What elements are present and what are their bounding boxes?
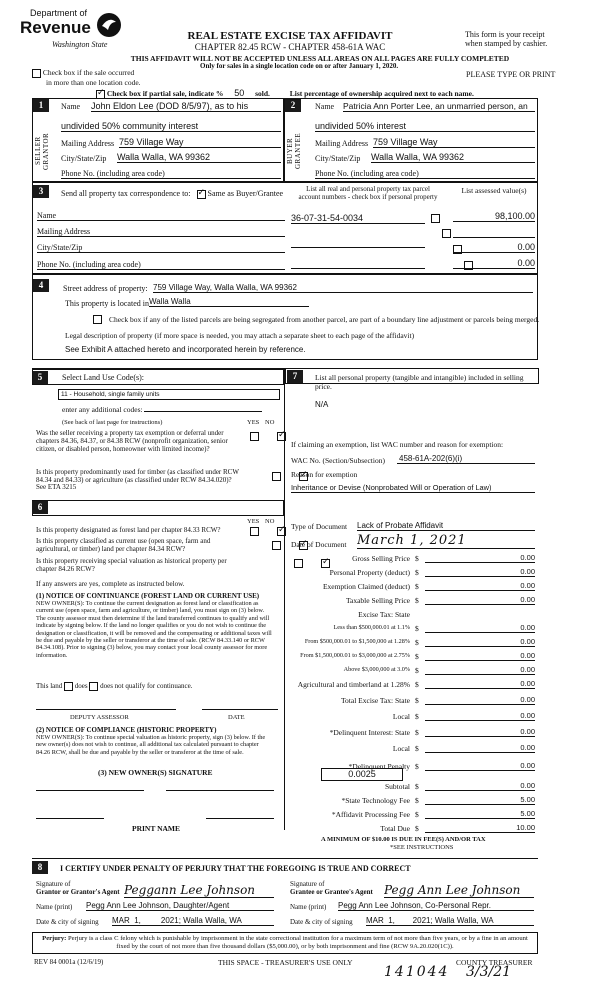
correspondence-phone[interactable]	[37, 260, 285, 270]
section-4-number: 4	[33, 279, 49, 292]
calc-label-9: Agricultural and timberland at 1.28%	[297, 680, 410, 689]
calc-dollar-9: $	[415, 680, 419, 689]
continuance-text: NEW OWNER(S): To continue the current designation as forest land or classification as current use (open space, farm and agriculture, or timber) land, you must sign on (3) below. The county assessor must then determine if the land transferred continues to qualify and will indicate by signing below. If the land no longer qualifies or you do not wish to continue the designation or classification, it will be removed and the compensating or additional taxes will be due and payable by the seller or transferor at the time of sale. (RCW 84.33.140 or RCW 84.34.108). Prior to signing (3) below, you may contact your local county assessor for more information.	[36, 600, 272, 659]
seller-name-label: Name	[61, 102, 81, 111]
receipt-number: 141044	[384, 964, 450, 980]
ownership-pct-note: List percentage of ownership acquired next to each name.	[289, 89, 474, 98]
correspondence-name-label: Name	[37, 211, 57, 220]
calc-dollar-8: $	[415, 666, 419, 675]
new-owner-signature-line-2[interactable]	[166, 790, 274, 791]
form-title: REAL ESTATE EXCISE TAX AFFIDAVIT	[187, 30, 393, 42]
local-rate[interactable]: 0.0025	[321, 768, 403, 781]
calc-dollar-0: $	[415, 554, 419, 563]
perjury-notice	[32, 932, 538, 954]
segregated-label: Check box if any of the listed parcels are being segregated from another parcel, are part of a boundary line adjustment or parcels being merged.	[109, 315, 540, 324]
calc-value-11[interactable]: 0.00	[425, 711, 535, 721]
calc-label-18: Total Due	[380, 824, 410, 833]
street-address-label: Street address of property:	[63, 284, 148, 293]
wac-number[interactable]: 458-61A-202(6)(i)	[397, 454, 535, 464]
partial-sale-percent[interactable]: 50	[225, 88, 253, 99]
calc-dollar-1: $	[415, 568, 419, 577]
calc-dollar-16: $	[415, 796, 419, 805]
seller-name-line1[interactable]: John Eldon Lee (DOD 8/5/97), as to his	[91, 101, 281, 112]
grantor-print-label: Name (print)	[36, 903, 73, 911]
compliance-title: (2) NOTICE OF COMPLIANCE (HISTORIC PROPERTY)	[36, 726, 217, 734]
same-as-buyer-checkbox[interactable]	[197, 190, 206, 199]
exemption-reason[interactable]: Inheritance or Devise (Nonprobated Will or Operation of Law)	[291, 483, 535, 493]
does-qualify-checkbox[interactable]	[64, 682, 73, 691]
buyer-name-line2[interactable]: undivided 50% interest	[315, 121, 535, 132]
calc-label-12: *Delinquent Interest: State	[329, 728, 410, 737]
calc-label-15: Subtotal	[384, 782, 410, 791]
buyer-city-label: City/State/Zip	[315, 154, 361, 163]
logo-dept-name: Revenue	[20, 18, 91, 37]
sold-label: sold.	[255, 89, 270, 98]
logo-swirl-icon	[96, 12, 122, 40]
section-3-number: 3	[33, 185, 49, 198]
personal-property-value[interactable]: N/A	[315, 400, 329, 409]
multi-location-checkbox[interactable]	[32, 69, 41, 78]
partial-sale-label: Check box if partial sale, indicate %	[106, 89, 224, 98]
correspondence-phone-label: Phone No. (including area code)	[37, 260, 141, 269]
value-2[interactable]	[453, 227, 535, 238]
send-correspondence-label: Send all property tax correspondence to:	[61, 189, 191, 198]
value-1[interactable]: 98,100.00	[453, 211, 535, 222]
receipt-note-1: This form is your receipt	[465, 30, 545, 39]
parcel-header-1: List all real and personal property tax parcel	[306, 185, 430, 193]
land-use-section	[32, 368, 284, 498]
grantor-signature[interactable]: Peggann Lee Johnson	[124, 883, 274, 898]
does-label: does	[74, 682, 88, 691]
doc-date[interactable]: March 1, 2021	[357, 533, 535, 549]
current-use-yes-checkbox[interactable]	[272, 541, 281, 550]
parcel-header-2: account numbers - check box if personal property	[298, 193, 438, 201]
section-2-number: 2	[285, 99, 301, 112]
form-number: REV 84 0001a (12/6/19)	[34, 958, 104, 966]
calc-label-8: Above $3,000,000 at 3.0%	[343, 666, 410, 673]
does-not-qualify-label: does not qualify for continuance.	[100, 682, 193, 691]
deputy-date-label: DATE	[228, 714, 245, 721]
grantee-signature[interactable]: Pegg Ann Lee Johnson	[384, 883, 534, 898]
correspondence-address-label: Mailing Address	[37, 227, 91, 236]
grantor-date-city[interactable]: MAR 1, 2021; Walla Walla, WA	[112, 916, 274, 926]
calc-label-17: *Affidavit Processing Fee	[331, 810, 410, 819]
calc-dollar-5: $	[415, 624, 419, 633]
grantee-date-label: Date & city of signing	[290, 918, 353, 926]
see-back-note: (See back of last page for instructions)	[62, 419, 163, 426]
calc-dollar-6: $	[415, 638, 419, 647]
tax-calculation-table	[284, 548, 538, 843]
additional-codes-label: enter any additional codes:	[62, 405, 143, 414]
calc-dollar-17: $	[415, 810, 419, 819]
calc-label-3: Taxable Selling Price	[345, 596, 410, 605]
buyer-name-line1[interactable]: Patricia Ann Porter Lee, an unmarried person, an	[343, 101, 535, 112]
legal-description[interactable]: See Exhibit A attached hereto and incorporated herein by reference.	[65, 345, 306, 354]
exemption-yes-checkbox[interactable]	[250, 432, 259, 441]
calc-value-10[interactable]: 0.00	[425, 695, 535, 705]
acceptance-notice: THIS AFFIDAVIT WILL NOT BE ACCEPTED UNLESS ALL AREAS ON ALL PAGES ARE FULLY COMPLETED	[130, 54, 510, 63]
calc-value-9[interactable]: 0.00	[425, 679, 535, 689]
personal-property-section	[284, 368, 538, 548]
current-use-question: Is this property classified as current use (open space, farm and agricultural, or timber) land per chapter 84.34 RCW?	[36, 537, 211, 553]
timber-question: Is this property predominantly used for timber (as classified under RCW 84.34 and 84.33) or agriculture (as classified under RCW 84.34.020)? See ETA 3215	[36, 468, 239, 491]
assessed-value-header: List assessed value(s)	[461, 186, 527, 195]
calc-label-7: From $1,500,000.01 to $3,000,000 at 2.75%	[300, 652, 410, 659]
form-subtitle: CHAPTER 82.45 RCW - CHAPTER 458-61A WAC	[194, 42, 386, 52]
land-use-label: Select Land Use Code(s):	[62, 373, 144, 382]
calc-value-13[interactable]: 0.00	[425, 743, 535, 753]
logo-dept-line1: Department of	[30, 8, 88, 18]
s5-yes-header: YES	[247, 419, 260, 426]
calc-value-8[interactable]: 0.00	[425, 665, 535, 675]
seller-grantor-section	[32, 98, 284, 182]
buyer-address-label: Mailing Address	[315, 139, 369, 148]
section-7-number: 7	[287, 370, 303, 383]
parcel-4[interactable]	[291, 268, 425, 269]
calc-value-2[interactable]: 0.00	[425, 581, 535, 591]
grantee-print-label: Name (print)	[290, 903, 327, 911]
single-location-note: Only for sales in a single location code on or after January 1, 2020.	[200, 62, 399, 70]
grantee-date-city[interactable]: MAR 1, 2021; Walla Walla, WA	[366, 916, 534, 926]
print-name-label: PRINT NAME	[132, 824, 180, 833]
calc-value-7[interactable]: 0.00	[425, 651, 535, 661]
compliance-text: NEW OWNER(S): To continue special valuation as historic property, sign (3) below. If the new owner(s) does not wish to continue, all additional tax calculated pursuant to chapter 84.26 RCW, shall be due and payable by the seller or transferor at the time of sale.	[36, 734, 266, 756]
correspondence-address[interactable]	[37, 227, 285, 237]
this-land-label: This land	[36, 682, 63, 691]
correspondence-city[interactable]	[37, 243, 285, 253]
grantee-signature-label-2: Grantee or Grantee's Agent	[290, 887, 373, 896]
seller-address[interactable]: 759 Village Way	[119, 137, 281, 148]
multi-location-label: Check box if the sale occurred	[42, 68, 135, 77]
grantor-signature-label-2: Grantor or Grantor's Agent	[36, 887, 120, 896]
calc-value-1[interactable]: 0.00	[425, 567, 535, 577]
deputy-assessor-signature[interactable]	[36, 708, 176, 710]
deputy-date[interactable]	[202, 708, 278, 710]
s6-no-header: NO	[265, 518, 275, 525]
calc-label-5: Less than $500,000.01 at 1.1%	[333, 624, 410, 631]
calc-label-11: Local	[392, 712, 410, 721]
calc-dollar-10: $	[415, 696, 419, 705]
seller-city[interactable]: Walla Walla, WA 99362	[117, 152, 281, 163]
calc-label-10: Total Excise Tax: State	[340, 696, 410, 705]
calc-dollar-12: $	[415, 728, 419, 737]
minimum-fee-note: A MINIMUM OF $10.00 IS DUE IN FEE(S) AND/OR TAX	[321, 836, 486, 843]
calc-label-14: *Delinquent Penalty	[348, 762, 410, 771]
calc-value-14[interactable]: 0.00	[425, 761, 535, 771]
doc-date-label: Date of Document	[291, 540, 347, 549]
calc-value-15[interactable]: 0.00	[425, 781, 535, 791]
buyer-address[interactable]: 759 Village Way	[373, 137, 535, 148]
value-4[interactable]: 0.00	[453, 258, 535, 269]
timber-yes-checkbox[interactable]	[272, 472, 281, 481]
print-name-line-2[interactable]	[206, 818, 274, 819]
buyer-phone-label[interactable]: Phone No. (including area code)	[315, 169, 535, 179]
section-5-number: 5	[32, 371, 48, 384]
calc-value-16[interactable]: 5.00	[425, 795, 535, 805]
segregated-checkbox[interactable]	[93, 315, 102, 324]
section-8-number: 8	[32, 861, 48, 874]
personal-property-label: List all personal property (tangible and intangible) included in selling price.	[315, 373, 524, 391]
land-use-select[interactable]: 11 - Household, single family units	[58, 389, 280, 400]
s6-yes-header: YES	[247, 518, 260, 525]
grantor-signature-label-1: Signature of	[36, 880, 71, 888]
seller-phone-label[interactable]: Phone No. (including area code)	[61, 169, 281, 179]
grantee-signature-label-1: Signature of	[290, 880, 325, 888]
property-location-section	[32, 274, 538, 360]
buyer-grantee-section	[284, 98, 538, 182]
value-3[interactable]: 0.00	[453, 242, 535, 253]
calc-label-0: Gross Selling Price	[352, 554, 410, 563]
calc-dollar-14: $	[415, 762, 419, 771]
deputy-assessor-label: DEPUTY ASSESSOR	[70, 714, 129, 721]
wac-label: WAC No. (Section/Subsection)	[291, 456, 385, 465]
additional-codes-input[interactable]	[144, 411, 262, 412]
buyer-name-label: Name	[315, 102, 335, 111]
doc-type-label: Type of Document	[291, 522, 348, 531]
continuance-title: (1) NOTICE OF CONTINUANCE (FOREST LAND OR CURRENT USE)	[36, 592, 260, 600]
treasurer-space-label: THIS SPACE - TREASURER'S USE ONLY	[218, 958, 353, 967]
calc-dollar-11: $	[415, 712, 419, 721]
calc-label-4: Excise Tax: State	[358, 610, 410, 619]
calc-label-13: Local	[392, 744, 410, 753]
calc-label-1: Personal Property (deduct)	[329, 568, 410, 577]
seller-name-line2[interactable]: undivided 50% community interest	[61, 121, 281, 132]
buyer-city[interactable]: Walla Walla, WA 99362	[371, 152, 535, 163]
see-instructions-note: *SEE INSTRUCTIONS	[390, 844, 454, 851]
multi-location-label-2: in more than one location code.	[46, 78, 141, 87]
grantor-print-name[interactable]: Pegg Ann Lee Johnson, Daughter/Agent	[86, 901, 274, 911]
certification-section	[32, 858, 538, 932]
receipt-note-2: when stamped by cashier.	[465, 39, 548, 48]
does-not-qualify-checkbox[interactable]	[89, 682, 98, 691]
calc-label-2: Exemption Claimed (deduct)	[322, 582, 410, 591]
located-in[interactable]: Walla Walla	[149, 297, 309, 307]
buyer-side-label: BUYER GRANTEE	[286, 132, 302, 170]
forest-yes-checkbox[interactable]	[250, 527, 259, 536]
parcel-2[interactable]	[291, 237, 425, 248]
receipt-date: 3/3/21	[466, 964, 512, 980]
forest-current-use-section	[32, 500, 284, 833]
seller-city-label: City/State/Zip	[61, 154, 107, 163]
calc-value-18[interactable]: 10.00	[425, 823, 535, 833]
calc-dollar-2: $	[415, 582, 419, 591]
legal-description-label: Legal description of property (if more space is needed, you may attach a separate sheet to each page of the affidavit)	[65, 331, 415, 340]
located-in-label: This property is located in	[65, 299, 149, 308]
calc-dollar-7: $	[415, 652, 419, 661]
calc-value-6[interactable]: 0.00	[425, 637, 535, 647]
street-address[interactable]: 759 Village Way, Walla Walla, WA 99362	[153, 283, 533, 293]
county-treasurer-label: COUNTY TREASURER	[456, 958, 533, 967]
if-yes-note: If any answers are yes, complete as instructed below.	[36, 580, 185, 588]
section-6-number: 6	[32, 501, 48, 514]
seller-side-label: SELLER GRANTOR	[34, 132, 50, 170]
correspondence-name[interactable]	[37, 211, 285, 221]
calc-label-16: *State Technology Fee	[341, 796, 410, 805]
seller-address-label: Mailing Address	[61, 139, 115, 148]
calc-dollar-3: $	[415, 596, 419, 605]
calc-dollar-13: $	[415, 744, 419, 753]
parcel-1[interactable]: 36-07-31-54-0034	[291, 213, 425, 224]
logo-dept-state: Washington State	[52, 40, 108, 49]
exemption-label: If claiming an exemption, list WAC number and reason for exemption:	[291, 440, 504, 449]
print-name-line-1[interactable]	[36, 818, 104, 819]
new-owner-signature-line-1[interactable]	[36, 790, 144, 791]
s5-no-header: NO	[265, 419, 275, 426]
calc-value-12[interactable]: 0.00	[425, 727, 535, 737]
calc-value-17[interactable]: 5.00	[425, 809, 535, 819]
grantor-date-label: Date & city of signing	[36, 918, 99, 926]
calc-value-5[interactable]: 0.00	[425, 623, 535, 633]
new-owner-signature-title: (3) NEW OWNER(S) SIGNATURE	[98, 768, 213, 777]
grantee-print-name[interactable]: Pegg Ann Lee Johnson, Co-Personal Repr.	[338, 901, 534, 911]
calc-dollar-18: $	[415, 824, 419, 833]
reason-label: Reason for exemption	[291, 470, 358, 479]
perjury-label: Perjury:	[42, 935, 67, 942]
parcel-1-personal-checkbox[interactable]	[431, 214, 440, 223]
forest-land-question: Is this property designated as forest land per chapter 84.33 RCW?	[36, 526, 221, 534]
calc-dollar-15: $	[415, 782, 419, 791]
doc-type[interactable]: Lack of Probate Affidavit	[357, 521, 535, 531]
calc-value-0[interactable]: 0.00	[425, 553, 535, 563]
certify-statement: I CERTIFY UNDER PENALTY OF PERJURY THAT THE FOREGOING IS TRUE AND CORRECT	[60, 864, 411, 873]
parcel-2-personal-checkbox[interactable]	[442, 229, 451, 238]
calc-label-6: From $500,000.01 to $1,500,000 at 1.28%	[304, 638, 410, 645]
correspondence-city-label: City/State/Zip	[37, 243, 83, 252]
exemption-question: Was the seller receiving a property tax exemption or deferral under chapters 84.36, 84.37, or 84.38 RCW (nonprofit organization, senior citizen, or disabled person, homeowner with limited income)?	[36, 429, 228, 453]
section-1-number: 1	[33, 99, 49, 112]
perjury-text: Perjury is a class C felony which is punishable by imprisonment in the state correctional institution for a maximum term of not more than five years, or by a fine in an amount fixed by the court of not more than five thousand dollars ($5,000.00), or by both imprisonment and fine (RCW 9A.20.020(1C)).	[68, 935, 528, 950]
tax-correspondence-section	[32, 182, 538, 274]
calc-value-3[interactable]: 0.00	[425, 595, 535, 605]
print-instruction: PLEASE TYPE OR PRINT	[466, 70, 556, 79]
historic-question: Is this property receiving special valuation as historical property per chapter 84.26 RCW?	[36, 557, 227, 573]
same-as-buyer-label: Same as Buyer/Grantee	[207, 189, 284, 198]
department-of-revenue-logo	[20, 8, 130, 54]
